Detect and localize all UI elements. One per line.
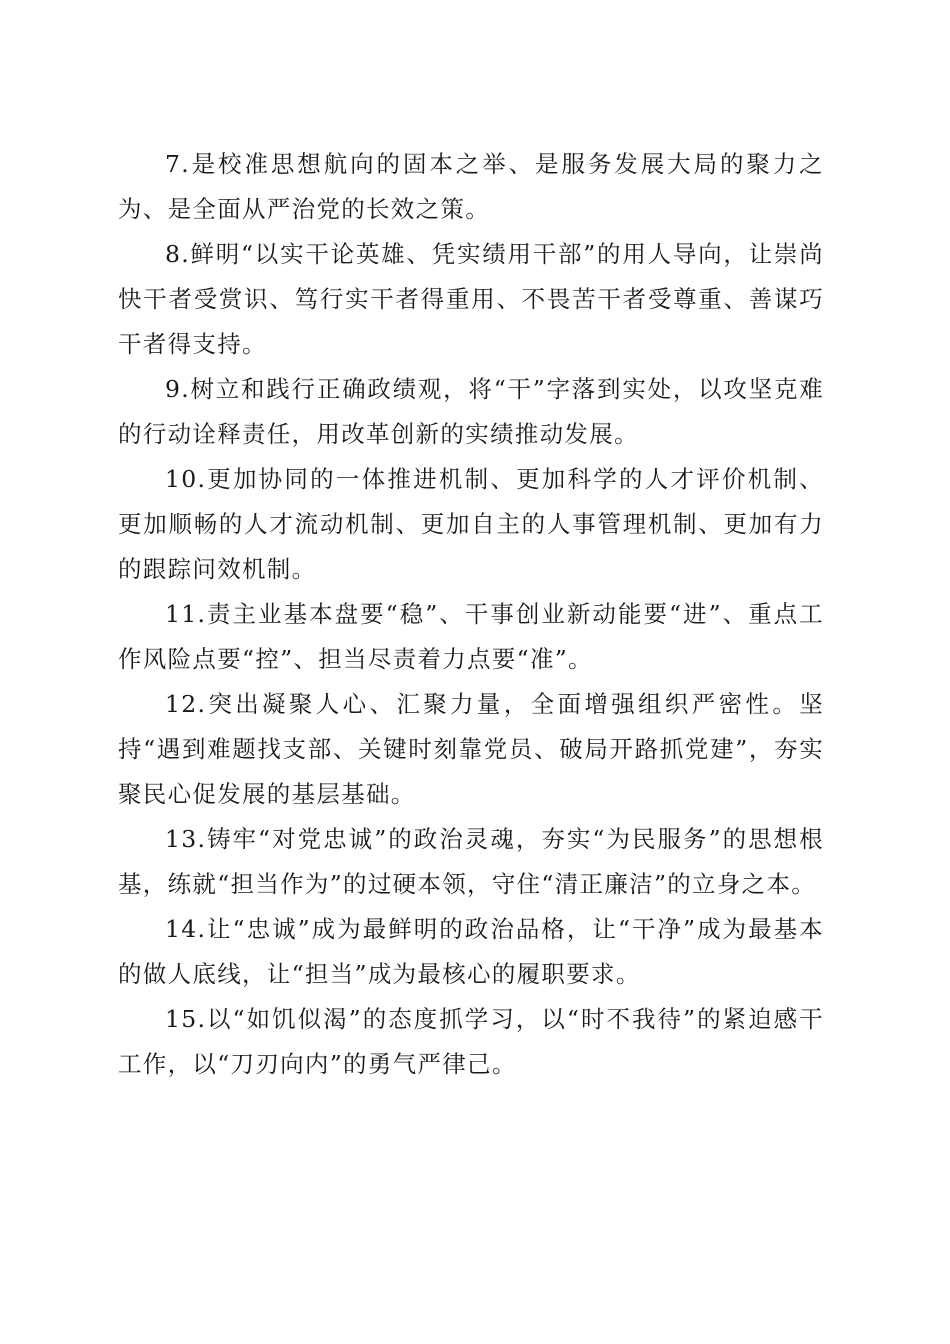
paragraph-10: 10.更加协同的一体推进机制、更加科学的人才评价机制、更加顺畅的人才流动机制、更加自主的人事管理机制、更加有力的跟踪问效机制。 (118, 465, 824, 583)
paragraph-9: 9.树立和践行正确政绩观，将“干”字落到实处，以攻坚克难的行动诠释责任，用改革创新的实绩推动发展。 (118, 375, 824, 448)
paragraph-11: 11.责主业基本盘要“稳”、干事创业新动能要“进”、重点工作风险点要“控”、担当尽责着力点要“准”。 (118, 600, 824, 673)
paragraph-14: 14.让“忠诚”成为最鲜明的政治品格，让“干净”成为最基本的做人底线，让“担当”成为最核心的履职要求。 (118, 915, 824, 988)
paragraph-7: 7.是校准思想航向的固本之举、是服务发展大局的聚力之为、是全面从严治党的长效之策。 (118, 150, 824, 223)
paragraph-13: 13.铸牢“对党忠诚”的政治灵魂，夯实“为民服务”的思想根基，练就“担当作为”的过硬本领，守住“清正廉洁”的立身之本。 (118, 825, 824, 898)
document-body (118, 142, 824, 1087)
paragraph-12: 12.突出凝聚人心、汇聚力量，全面增强组织严密性。坚持“遇到难题找支部、关键时刻靠党员、破局开路抓党建”，夯实聚民心促发展的基层基础。 (118, 690, 824, 808)
paragraph-8: 8.鲜明“以实干论英雄、凭实绩用干部”的用人导向，让崇尚快干者受赏识、笃行实干者得重用、不畏苦干者受尊重、善谋巧干者得支持。 (118, 240, 824, 358)
paragraph-15: 15.以“如饥似渴”的态度抓学习，以“时不我待”的紧迫感干工作，以“刀刃向内”的勇气严律己。 (118, 1005, 824, 1078)
